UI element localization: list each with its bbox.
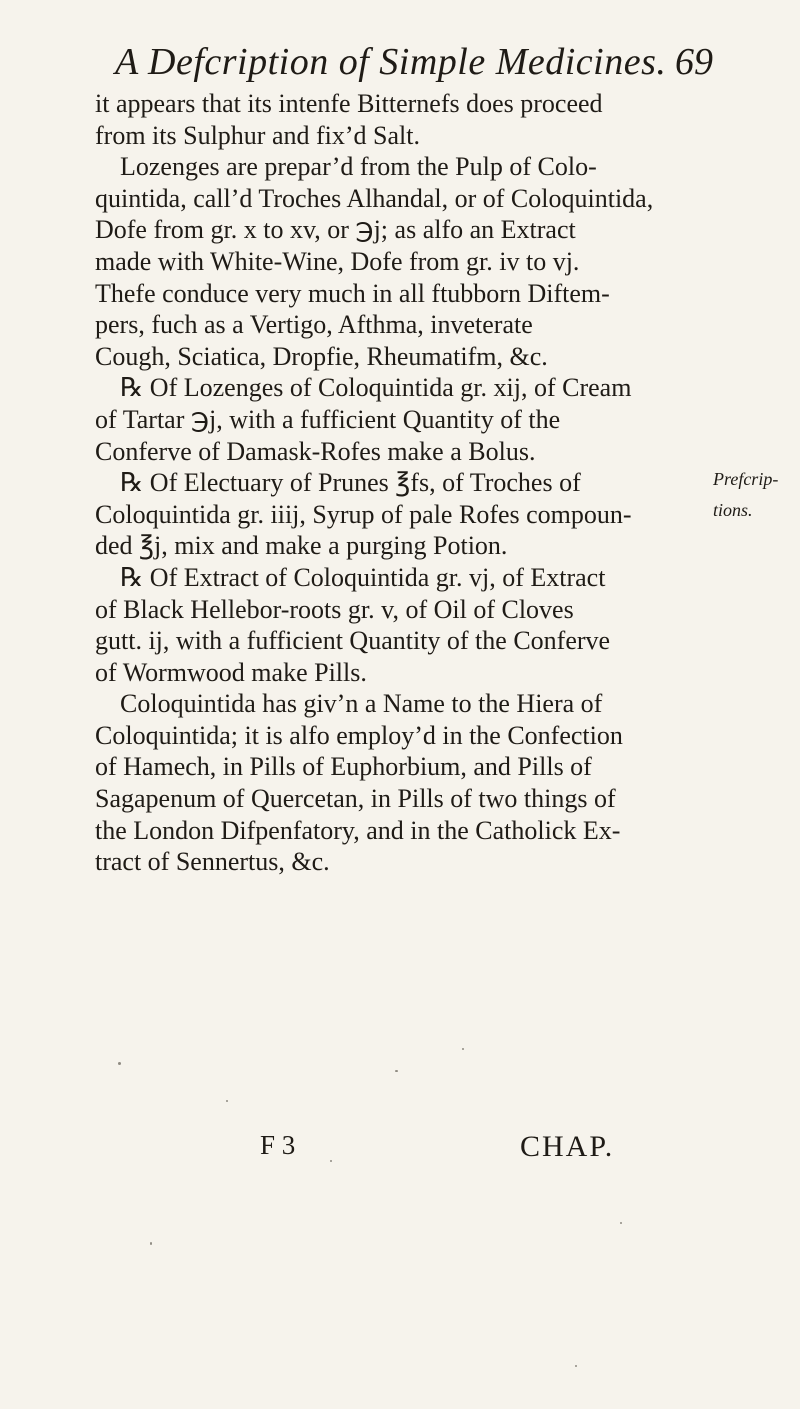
paper-speck: [226, 1100, 228, 1102]
text-line: Coloquintida; it is alfo employ’d in the Confection: [95, 720, 623, 750]
text-line: quintida, call’d Troches Alhandal, or of Coloquintida,: [95, 183, 654, 213]
text-line: Lozenges are prepar’d from the Pulp of Colo-: [120, 152, 597, 182]
text-line: ℞ Of Lozenges of Coloquintida gr. xij, of Cream: [120, 373, 632, 403]
text-line: ℞ Of Extract of Coloquintida gr. vj, of Extract: [120, 562, 606, 592]
text-line: from its Sulphur and fix’d Salt.: [95, 120, 420, 150]
running-title: A Defcription of Simple Medicines.: [115, 41, 667, 83]
text-line: Conferve of Damask-Rofes make a Bolus.: [95, 436, 536, 466]
text-line: Sagapenum of Quercetan, in Pills of two things of: [95, 784, 616, 814]
text-line: gutt. ij, with a fufficient Quantity of the Conferve: [95, 626, 611, 656]
body-text: [95, 88, 705, 878]
paper-speck: [575, 1365, 577, 1367]
text-line: ded ℥j, mix and make a purging Potion.: [95, 531, 508, 561]
text-line: made with White-Wine, Dofe from gr. iv to vj.: [95, 246, 580, 276]
text-line: the London Difpenfatory, and in the Catholick Ex-: [95, 815, 621, 845]
paper-speck: [330, 1160, 332, 1162]
paper-speck: [395, 1070, 398, 1072]
margin-note: [713, 464, 798, 526]
text-line: ℞ Of Electuary of Prunes ℥fs, of Troches of: [120, 468, 581, 498]
margin-note-line: tions.: [713, 500, 753, 520]
text-line: Coloquintida has giv’n a Name to the Hiera of: [120, 689, 603, 719]
text-line: Dofe from gr. x to xv, or ℈j; as alfo an Extract: [95, 215, 576, 245]
paper-speck: [118, 1062, 121, 1065]
page-number: 69: [675, 41, 713, 83]
text-line: of Black Hellebor-roots gr. v, of Oil of Cloves: [95, 594, 574, 624]
paper-speck: [462, 1048, 464, 1050]
text-line: of Tartar ℈j, with a fufficient Quantity of the: [95, 404, 561, 434]
catchword: CHAP.: [520, 1130, 615, 1163]
text-line: Cough, Sciatica, Dropfie, Rheumatifm, &c.: [95, 341, 548, 371]
text-line: Thefe conduce very much in all ftubborn Diftem-: [95, 278, 610, 308]
paper-speck: [620, 1222, 622, 1224]
text-line: of Hamech, in Pills of Euphorbium, and Pills of: [95, 752, 592, 782]
text-line: of Wormwood make Pills.: [95, 657, 367, 687]
text-line: tract of Sennertus, &c.: [95, 847, 330, 877]
text-line: pers, fuch as a Vertigo, Afthma, inveterate: [95, 310, 533, 340]
paper-speck: [150, 1242, 152, 1245]
text-line: Coloquintida gr. iiij, Syrup of pale Rofes compoun-: [95, 499, 632, 529]
signature-mark: F 3: [260, 1130, 296, 1160]
text-line: it appears that its intenfe Bitternefs does proceed: [95, 89, 603, 118]
margin-note-line: Prefcrip-: [713, 469, 779, 489]
